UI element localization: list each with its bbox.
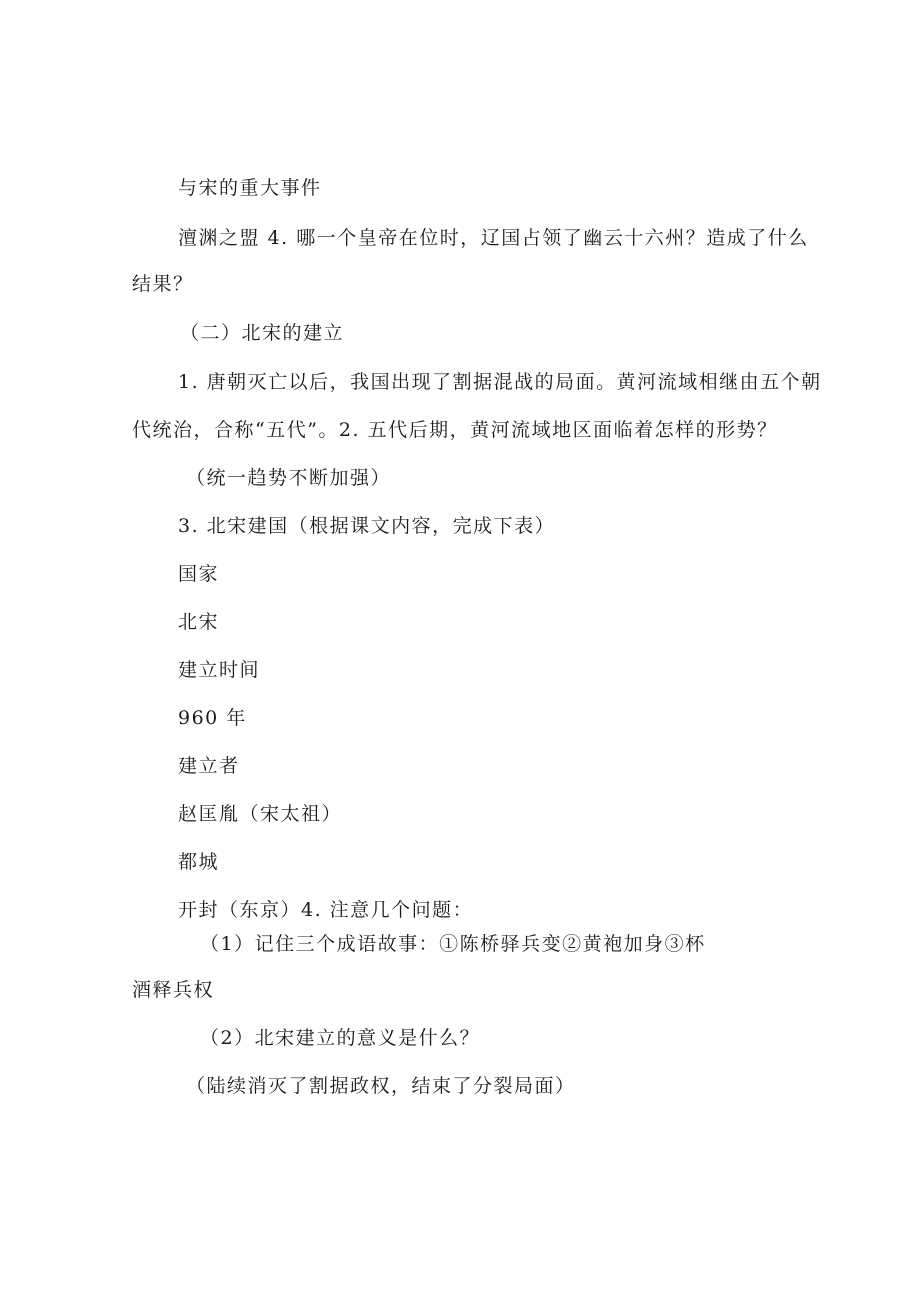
text-line-5: 1. 唐朝灭亡以后，我国出现了割据混战的局面。黄河流域相继由五个朝 bbox=[178, 371, 822, 393]
table-header-country: 国家 bbox=[178, 563, 220, 585]
text-line-7: （统一趋势不断加强） bbox=[186, 467, 392, 489]
table-value-founding-time: 960 年 bbox=[178, 707, 247, 729]
section-heading: （二）北宋的建立 bbox=[180, 322, 345, 344]
text-line-17: （1）记住三个成语故事：①陈桥驿兵变②黄袍加身③杯 bbox=[200, 933, 706, 955]
text-line-6: 代统治，合称“五代”。2. 五代后期，黄河流域地区面临着怎样的形势？ bbox=[132, 419, 778, 441]
text-line-2: 澶渊之盟 4. 哪一个皇帝在位时，辽国占领了幽云十六州？造成了什么 bbox=[178, 227, 809, 249]
text-line-18: 酒释兵权 bbox=[132, 979, 215, 1001]
table-value-country: 北宋 bbox=[178, 611, 220, 633]
table-header-capital: 都城 bbox=[178, 851, 220, 873]
text-line-19: （2）北宋建立的意义是什么？ bbox=[200, 1027, 481, 1049]
text-line-16: 开封（东京）4. 注意几个问题： bbox=[178, 899, 474, 921]
text-line-20: （陆续消灭了割据政权，结束了分裂局面） bbox=[186, 1075, 576, 1097]
text-line-8: 3. 北宋建国（根据课文内容，完成下表） bbox=[178, 515, 556, 537]
table-header-founding-time: 建立时间 bbox=[178, 659, 261, 681]
table-header-founder: 建立者 bbox=[178, 755, 240, 777]
text-line-3: 结果？ bbox=[132, 273, 194, 295]
text-line-1: 与宋的重大事件 bbox=[178, 177, 322, 199]
table-value-founder: 赵匡胤（宋太祖） bbox=[178, 803, 343, 825]
